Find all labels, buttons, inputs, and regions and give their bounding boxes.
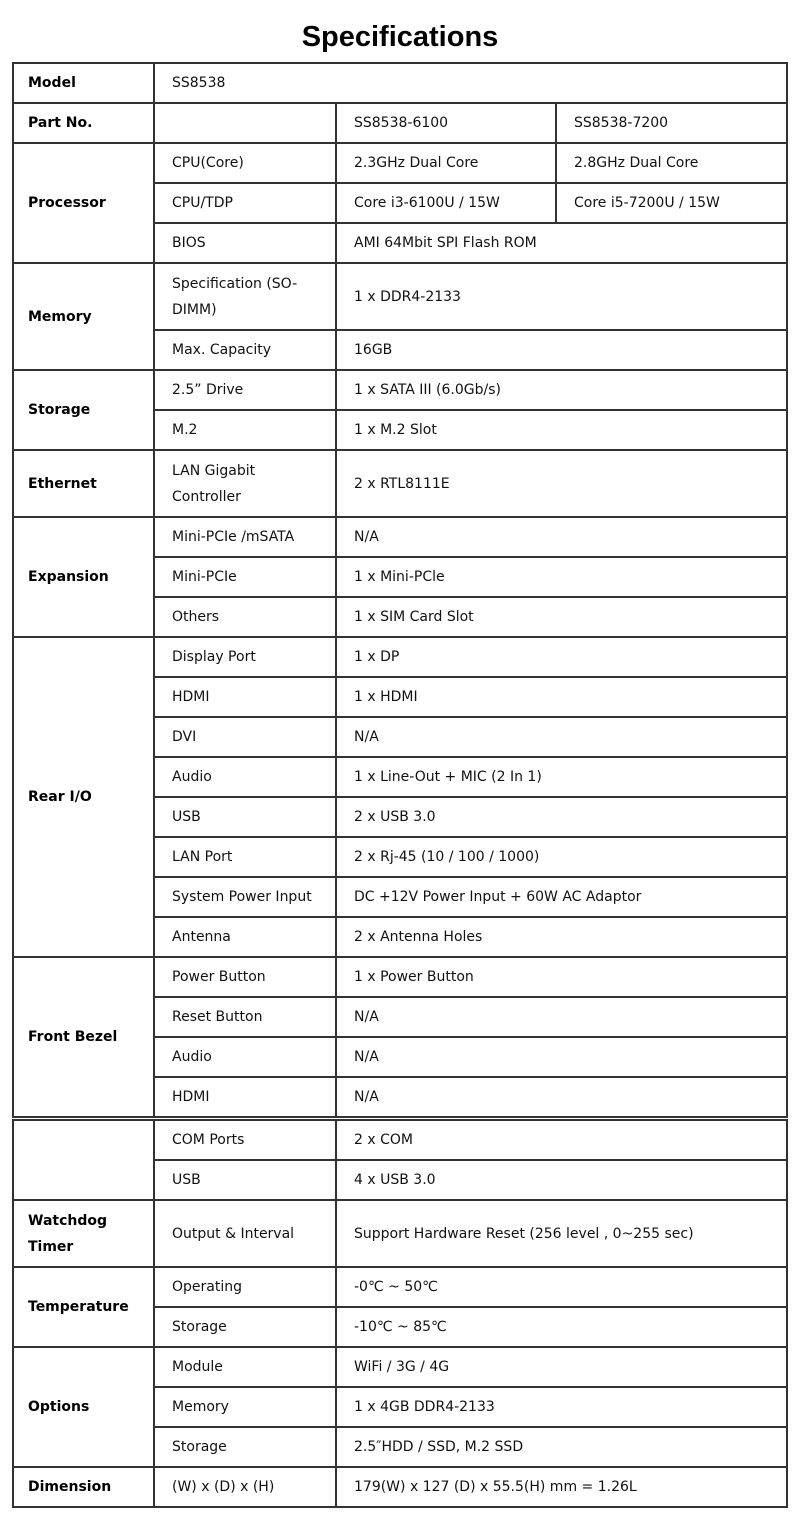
- group-label-dimension: Dimension: [14, 1468, 155, 1508]
- spec-value-mini-pcie-msata: N/A: [337, 518, 788, 558]
- spec-value-cpu-tdp-6100: Core i3-6100U / 15W: [337, 184, 557, 224]
- spec-value-drive: 1 x SATA III (6.0Gb/s): [337, 371, 788, 411]
- group-label-processor: Processor: [14, 144, 155, 264]
- spec-value-rear-audio: 1 x Line-Out + MIC (2 In 1): [337, 758, 788, 798]
- spec-item-option-storage: Storage: [155, 1428, 337, 1468]
- spec-value-lan-controller: 2 x RTL8111E: [337, 451, 788, 518]
- spec-item-m2: M.2: [155, 411, 337, 451]
- spec-item-option-module: Module: [155, 1348, 337, 1388]
- group-label-memory: Memory: [14, 264, 155, 371]
- spec-value-cpu-tdp-7200: Core i5-7200U / 15W: [557, 184, 788, 224]
- group-label-temperature: Temperature: [14, 1268, 155, 1348]
- part-no-value-7200: SS8538-7200: [557, 104, 788, 144]
- spec-item-others: Others: [155, 598, 337, 638]
- spec-value-cpu-core-6100: 2.3GHz Dual Core: [337, 144, 557, 184]
- spec-value-reset-button: N/A: [337, 998, 788, 1038]
- spec-item-front-hdmi: HDMI: [155, 1078, 337, 1118]
- spec-item-dimension: (W) x (D) x (H): [155, 1468, 337, 1508]
- spec-value-max-capacity: 16GB: [337, 331, 788, 371]
- page-title: Specifications: [301, 21, 499, 53]
- group-label-watchdog-timer: Watchdog Timer: [14, 1201, 155, 1268]
- spec-value-antenna: 2 x Antenna Holes: [337, 918, 788, 958]
- spec-item-rear-hdmi: HDMI: [155, 678, 337, 718]
- spec-value-display-port: 1 x DP: [337, 638, 788, 678]
- spec-value-memory-specification: 1 x DDR4-2133: [337, 264, 788, 331]
- spec-value-rear-usb: 2 x USB 3.0: [337, 798, 788, 838]
- group-label-part-no: Part No.: [14, 104, 155, 144]
- spec-value-usb: 4 x USB 3.0: [337, 1161, 788, 1201]
- spec-value-lan-port: 2 x Rj-45 (10 / 100 / 1000): [337, 838, 788, 878]
- spec-value-storage-temp: -10℃ ~ 85℃: [337, 1308, 788, 1348]
- spec-item-operating-temp: Operating: [155, 1268, 337, 1308]
- spec-item-cpu-core: CPU(Core): [155, 144, 337, 184]
- spec-value-rear-hdmi: 1 x HDMI: [337, 678, 788, 718]
- part-no-empty-cell: [155, 104, 337, 144]
- spec-item-drive: 2.5” Drive: [155, 371, 337, 411]
- spec-value-operating-temp: -0℃ ~ 50℃: [337, 1268, 788, 1308]
- spec-item-front-audio: Audio: [155, 1038, 337, 1078]
- spec-value-dvi: N/A: [337, 718, 788, 758]
- spec-item-antenna: Antenna: [155, 918, 337, 958]
- group-label-rear-io: Rear I/O: [14, 638, 155, 958]
- spec-item-storage-temp: Storage: [155, 1308, 337, 1348]
- group-label-front-bezel: Front Bezel: [14, 958, 155, 1118]
- spec-table-lower: [12, 1119, 788, 1508]
- group-label-expansion: Expansion: [14, 518, 155, 638]
- spec-item-output-interval: Output & Interval: [155, 1201, 337, 1268]
- spec-value-power-button: 1 x Power Button: [337, 958, 788, 998]
- spec-value-m2: 1 x M.2 Slot: [337, 411, 788, 451]
- spec-item-rear-usb: USB: [155, 798, 337, 838]
- group-label-options: Options: [14, 1348, 155, 1468]
- spec-item-reset-button: Reset Button: [155, 998, 337, 1038]
- spec-value-com-ports: 2 x COM: [337, 1121, 788, 1161]
- group-label-storage: Storage: [14, 371, 155, 451]
- spec-table-upper: [12, 62, 788, 1118]
- spec-item-memory-specification: Specification (SO-DIMM): [155, 264, 337, 331]
- spec-value-front-audio: N/A: [337, 1038, 788, 1078]
- spec-item-com-ports: COM Ports: [155, 1121, 337, 1161]
- spec-value-front-hdmi: N/A: [337, 1078, 788, 1118]
- spec-value-option-memory: 1 x 4GB DDR4-2133: [337, 1388, 788, 1428]
- part-no-value-6100: SS8538-6100: [337, 104, 557, 144]
- spec-item-option-memory: Memory: [155, 1388, 337, 1428]
- spec-value-dimension: 179(W) x 127 (D) x 55.5(H) mm = 1.26L: [337, 1468, 788, 1508]
- model-value: SS8538: [155, 64, 788, 104]
- spec-value-output-interval: Support Hardware Reset (256 level , 0~255 sec): [337, 1201, 788, 1268]
- spec-value-bios: AMI 64Mbit SPI Flash ROM: [337, 224, 788, 264]
- spec-item-mini-pcie-msata: Mini-PCIe /mSATA: [155, 518, 337, 558]
- group-label-unlabeled: [14, 1121, 155, 1201]
- group-label-model: Model: [14, 64, 155, 104]
- spec-item-mini-pcie: Mini-PCIe: [155, 558, 337, 598]
- spec-value-mini-pcie: 1 x Mini-PCle: [337, 558, 788, 598]
- spec-item-max-capacity: Max. Capacity: [155, 331, 337, 371]
- spec-item-display-port: Display Port: [155, 638, 337, 678]
- spec-item-power-input: System Power Input: [155, 878, 337, 918]
- spec-item-rear-audio: Audio: [155, 758, 337, 798]
- spec-item-bios: BIOS: [155, 224, 337, 264]
- spec-item-lan-controller: LAN Gigabit Controller: [155, 451, 337, 518]
- spec-item-cpu-tdp: CPU/TDP: [155, 184, 337, 224]
- spec-value-option-module: WiFi / 3G / 4G: [337, 1348, 788, 1388]
- spec-value-cpu-core-7200: 2.8GHz Dual Core: [557, 144, 788, 184]
- spec-item-lan-port: LAN Port: [155, 838, 337, 878]
- spec-value-power-input: DC +12V Power Input + 60W AC Adaptor: [337, 878, 788, 918]
- spec-item-power-button: Power Button: [155, 958, 337, 998]
- spec-value-others: 1 x SIM Card Slot: [337, 598, 788, 638]
- group-label-ethernet: Ethernet: [14, 451, 155, 518]
- spec-value-option-storage: 2.5″HDD / SSD, M.2 SSD: [337, 1428, 788, 1468]
- spec-item-usb: USB: [155, 1161, 337, 1201]
- spec-item-dvi: DVI: [155, 718, 337, 758]
